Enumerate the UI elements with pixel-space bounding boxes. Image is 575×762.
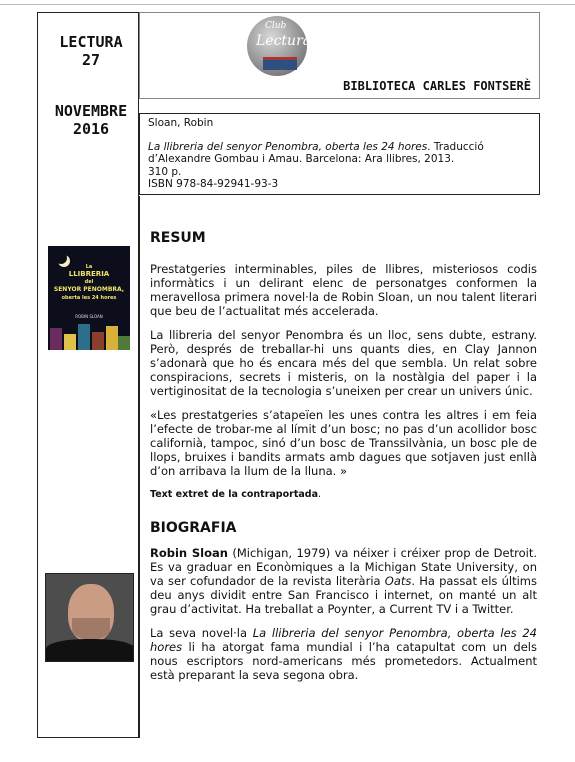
resum-source: Text extret de la contraportada. bbox=[150, 489, 322, 500]
header-box bbox=[139, 12, 540, 99]
resum-heading: RESUM bbox=[150, 230, 206, 246]
book-publication-details: . Traducció d’Alexandre Gombau i Amau. Barcelona: Ara llibres, 2013. bbox=[148, 140, 484, 165]
bio-paragraph-1: Robin Sloan (Michigan, 1979) va néixer i créixer prop de Detroit. Es va graduar en Econòmiques a la Michigan State University, on va ser cofundador de la revista literària Oats. Ha passat els últims deu anys dividit entre San Francisco i internet, on manté un alt grau d’activitat. Ha treballat a Poynter, a Current TV i a Twitter. bbox=[150, 546, 537, 616]
page-top-rule bbox=[0, 4, 575, 5]
moon-icon bbox=[55, 252, 67, 264]
author-beard bbox=[72, 618, 110, 640]
books-icon bbox=[263, 57, 297, 70]
author-shirt bbox=[46, 639, 134, 661]
logo-text-club: Club bbox=[265, 21, 287, 31]
cover-building bbox=[50, 328, 62, 350]
novel-title: La llibreria del senyor Penombra, oberta les 24 hores bbox=[150, 626, 537, 654]
book-publication bbox=[148, 141, 531, 166]
author-photo bbox=[45, 573, 134, 662]
book-title: La llibreria del senyor Penombra, oberta les 24 hores bbox=[148, 140, 428, 153]
library-name: BIBLIOTECA CARLES FONTSERÈ bbox=[343, 79, 531, 93]
cover-building bbox=[118, 336, 130, 350]
book-reference bbox=[139, 113, 540, 195]
resum-source-text: Text extret de la contraportada bbox=[150, 489, 318, 500]
cover-building bbox=[106, 326, 118, 350]
session-label bbox=[37, 33, 145, 69]
bio-paragraph-2: La seva novel·la La llibreria del senyor Penombra, oberta les 24 hores li ha atorgat fama mundial i l’ha catapultat com un dels nous escriptors nord-americans més prometedors. Actualment està preparant la seva segona obra. bbox=[150, 626, 537, 682]
resum-section bbox=[150, 262, 537, 512]
session-word: LECTURA bbox=[59, 33, 123, 51]
logo-text-lectura: Lectura bbox=[256, 33, 312, 49]
cover-title: La LLIBRERIA del SENYOR PENOMBRA, oberta les 24 hores bbox=[53, 264, 125, 301]
cover-building bbox=[78, 324, 90, 350]
resum-paragraph-2: La llibreria del senyor Penombra és un lloc, sens dubte, estrany. Però, després de treballar-hi uns quants dies, en Clay Jannon s’adonarà que ho és encara més del que sembla. Un relat sobre conspiracions, secrets i misteris, on la nostàlgia del paper i la vertiginositat de la tecnologia s’uneixen per crear un univers únic. bbox=[150, 328, 537, 398]
book-isbn: ISBN 978-84-92941-93-3 bbox=[148, 178, 279, 190]
session-number: 27 bbox=[81, 51, 101, 69]
bio-heading: BIOGRAFIA bbox=[150, 520, 237, 536]
magazine-name: Oats bbox=[384, 574, 412, 588]
bio-section bbox=[150, 546, 537, 692]
book-cover bbox=[48, 246, 130, 350]
cover-building bbox=[92, 332, 104, 350]
session-date bbox=[37, 102, 145, 138]
club-lectura-logo bbox=[247, 16, 312, 76]
cover-author: ROBIN SLOAN bbox=[75, 314, 103, 319]
book-pages: 310 p. bbox=[148, 165, 182, 178]
session-month: NOVEMBRE bbox=[54, 102, 128, 120]
resum-quote: «Les prestatgeries s’atapeïen les unes contra les altres i em feia l’efecte de trobar-me al límit d’un bosc; no pas d’un acollidor bosc californià, tampoc, sinó d’un bosc de Transsilvània, un bosc ple de llops, bruixes i bandits armats amb dagues que sotjaven just enllà d’on arribava la llum de la lluna. » bbox=[150, 408, 537, 478]
resum-paragraph-1: Prestatgeries interminables, piles de llibres, misteriosos codis informàtics i un delirant elenc de personatges conformen la meravellosa primera novel·la de Robin Sloan, un nou talent literari que beu de l’actualitat més accelerada. bbox=[150, 262, 537, 318]
book-author: Sloan, Robin bbox=[148, 117, 214, 129]
cover-building bbox=[64, 334, 76, 350]
author-name: Robin Sloan bbox=[150, 546, 228, 560]
session-year: 2016 bbox=[72, 120, 110, 138]
